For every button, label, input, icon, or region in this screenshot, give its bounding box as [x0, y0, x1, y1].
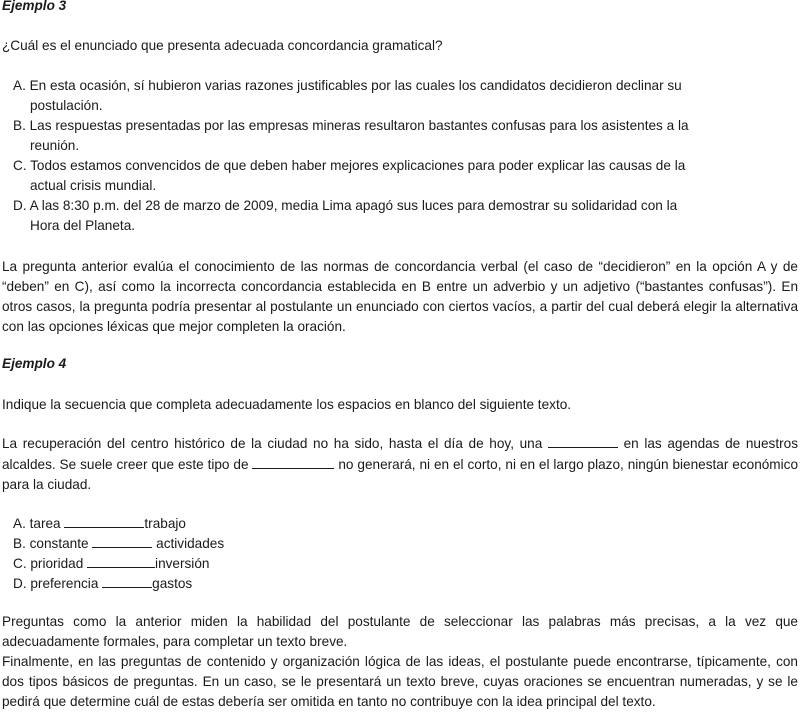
ejemplo-3-option-c: [13, 156, 713, 196]
ejemplo-4-heading: Ejemplo 4: [2, 356, 67, 371]
option-first-word: B. constante: [13, 536, 89, 551]
ejemplo-3-heading: Ejemplo 3: [2, 0, 67, 13]
option-continuation: postulación.: [30, 98, 103, 113]
option-continuation: reunión.: [30, 138, 80, 153]
option-line: D. A las 8:30 p.m. del 28 de marzo de 2009, media Lima apagó sus luces para demostrar su solidaridad con la: [13, 198, 678, 213]
fill-blank-2: [252, 454, 334, 469]
fill-blank-1: [548, 433, 618, 448]
ejemplo-4-instruction: Indique la secuencia que completa adecuadamente los espacios en blanco del siguiente texto.: [2, 397, 572, 412]
option-second-word: actividades: [156, 536, 225, 551]
option-blank: [92, 533, 152, 548]
option-second-word: trabajo: [144, 516, 186, 531]
option-second-word: gastos: [152, 576, 193, 591]
closing-paragraph-2: Finalmente, en las preguntas de contenido y organización lógica de las ideas, el postulante puede encontrarse, típicamente, con dos tipos básicos de preguntas. En un caso, se le presentará un texto breve, cuyas oraciones se encuentran numeradas, y se le pedirá que determine cuál de estas debería ser omitida en tanto no contribuye con la idea principal del texto.: [2, 654, 798, 709]
fill-text-part-3: no generará, ni en el corto, ni en el largo plazo, ningún bienestar económico para la ciudad.: [2, 457, 799, 492]
option-blank: [87, 553, 155, 568]
option-line: B. Las respuestas presentadas por las empresas mineras resultaron bastantes confusas para los asistentes a la: [13, 118, 689, 133]
ejemplo-4-option-c: [13, 553, 209, 574]
ejemplo-3-option-a: [13, 76, 713, 116]
ejemplo-3-question: ¿Cuál es el enunciado que presenta adecuada concordancia gramatical?: [2, 38, 443, 53]
option-first-word: C. prioridad: [13, 556, 84, 571]
ejemplo-3-option-b: [13, 116, 713, 156]
ejemplo-3-option-d: [13, 196, 713, 236]
fill-text-part-2: en las agendas de nuestros alcaldes. Se suele creer que este tipo de: [2, 436, 799, 472]
closing-paragraph-1: Preguntas como la anterior miden la habilidad del postulante de seleccionar las palabras más precisas, a la vez que adecuadamente formales, para completar un texto breve.: [2, 614, 798, 649]
option-continuation: actual crisis mundial.: [30, 178, 157, 193]
option-blank: [64, 513, 144, 528]
ejemplo-4-option-d: [13, 573, 192, 594]
ejemplo-4-option-a: [13, 513, 186, 534]
option-line: A. En esta ocasión, sí hubieron varias razones justificables por las cuales los candidatos decidieron declinar su: [13, 78, 682, 93]
ejemplo-4-option-b: [13, 533, 224, 554]
option-first-word: D. preferencia: [13, 576, 99, 591]
fill-text-part-1: La recuperación del centro histórico de la ciudad no ha sido, hasta el día de hoy, una: [2, 436, 543, 451]
option-continuation: Hora del Planeta.: [30, 218, 136, 233]
ejemplo-4-fill-text: [2, 433, 798, 495]
ejemplo-3-explanation: La pregunta anterior evalúa el conocimiento de las normas de concordancia verbal (el caso de “decidieron” en la opción A y de “deben” en C), así como la incorrecta concordancia establecida en B entre un adverbio y un adjetivo (“bastantes confusas”). En otros casos, la pregunta podría presentar al postulante un enunciado con ciertos vacíos, a partir del cual deberá elegir la alternativa con las opciones léxicas que mejor completen la oración.: [2, 259, 798, 334]
option-second-word: inversión: [155, 556, 210, 571]
option-first-word: A. tarea: [13, 516, 61, 531]
option-line: C. Todos estamos convencidos de que deben haber mejores explicaciones para poder explicar las causas de la: [13, 158, 686, 173]
option-blank: [102, 573, 152, 588]
